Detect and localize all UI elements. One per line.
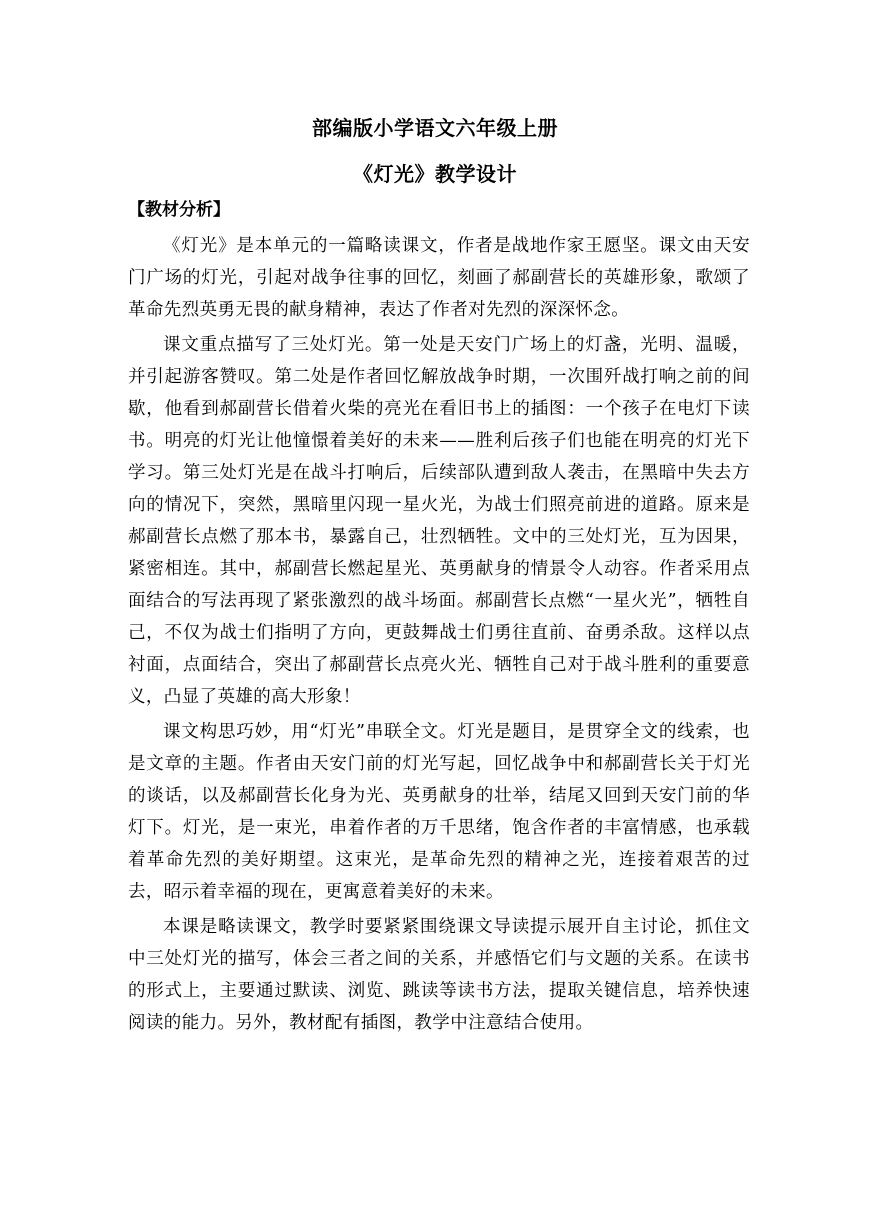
- paragraph-4: 本课是略读课文，教学时要紧紧围绕课文导读提示展开自主讨论，抓住文中三处灯光的描写，体会三者之间的关系，并感悟它们与文题的关系。在读书的形式上，主要通过默读、浏览、跳读等读书方法，提取关键信息，培养快速阅读的能力。另外，教材配有插图，教学中注意结合使用。: [128, 917, 750, 1033]
- paragraph-3: 课文构思巧妙，用“灯光”串联全文。灯光是题目，是贯穿全文的线索，也是文章的主题。作者由天安门前的灯光写起，回忆战争中和郝副营长关于灯光的谈话，以及郝副营长化身为光、英勇献身的壮举，结尾又回到天安门前的华灯下。灯光，是一束光，串着作者的万千思绪，饱含作者的丰富情感，也承载着革命先烈的美好期望。这束光，是革命先烈的精神之光，连接着艰苦的过去，昭示着幸福的现在，更寓意着美好的未来。: [128, 722, 750, 902]
- document-body: [128, 230, 750, 1039]
- paragraph-1: 《灯光》是本单元的一篇略读课文，作者是战地作家王愿坚。课文由天安门广场的灯光，引起对战争往事的回忆，刻画了郝副营长的英雄形象，歌颂了革命先烈英勇无畏的献身精神，表达了作者对先烈的深深怀念。: [128, 236, 750, 320]
- document-subtitle: 《灯光》教学设计: [353, 162, 517, 186]
- section-heading: 【教材分析】: [128, 200, 230, 220]
- paragraph-2: 课文重点描写了三处灯光。第一处是天安门广场上的灯盏，光明、温暖，并引起游客赞叹。第二处是作者回忆解放战争时期，一次围歼战打响之前的间歇，他看到郝副营长借着火柴的亮光在看旧书上的插图：一个孩子在电灯下读书。明亮的灯光让他憧憬着美好的未来——胜利后孩子们也能在明亮的灯光下学习。第三处灯光是在战斗打响后，后续部队遭到敌人袭击，在黑暗中失去方向的情况下，突然，黑暗里闪现一星火光，为战士们照亮前进的道路。原来是郝副营长点燃了那本书，暴露自己，壮烈牺牲。文中的三处灯光，互为因果，紧密相连。其中，郝副营长燃起星光、英勇献身的情景令人动容。作者采用点面结合的写法再现了紧张激烈的战斗场面。郝副营长点燃“一星火光”，牺牲自己，不仅为战士们指明了方向，更鼓舞战士们勇往直前、奋勇杀敌。这样以点衬面，点面结合，突出了郝副营长点亮火光、牺牲自己对于战斗胜利的重要意义，凸显了英雄的高大形象！: [128, 335, 750, 707]
- document-title: 部编版小学语文六年级上册: [312, 116, 558, 140]
